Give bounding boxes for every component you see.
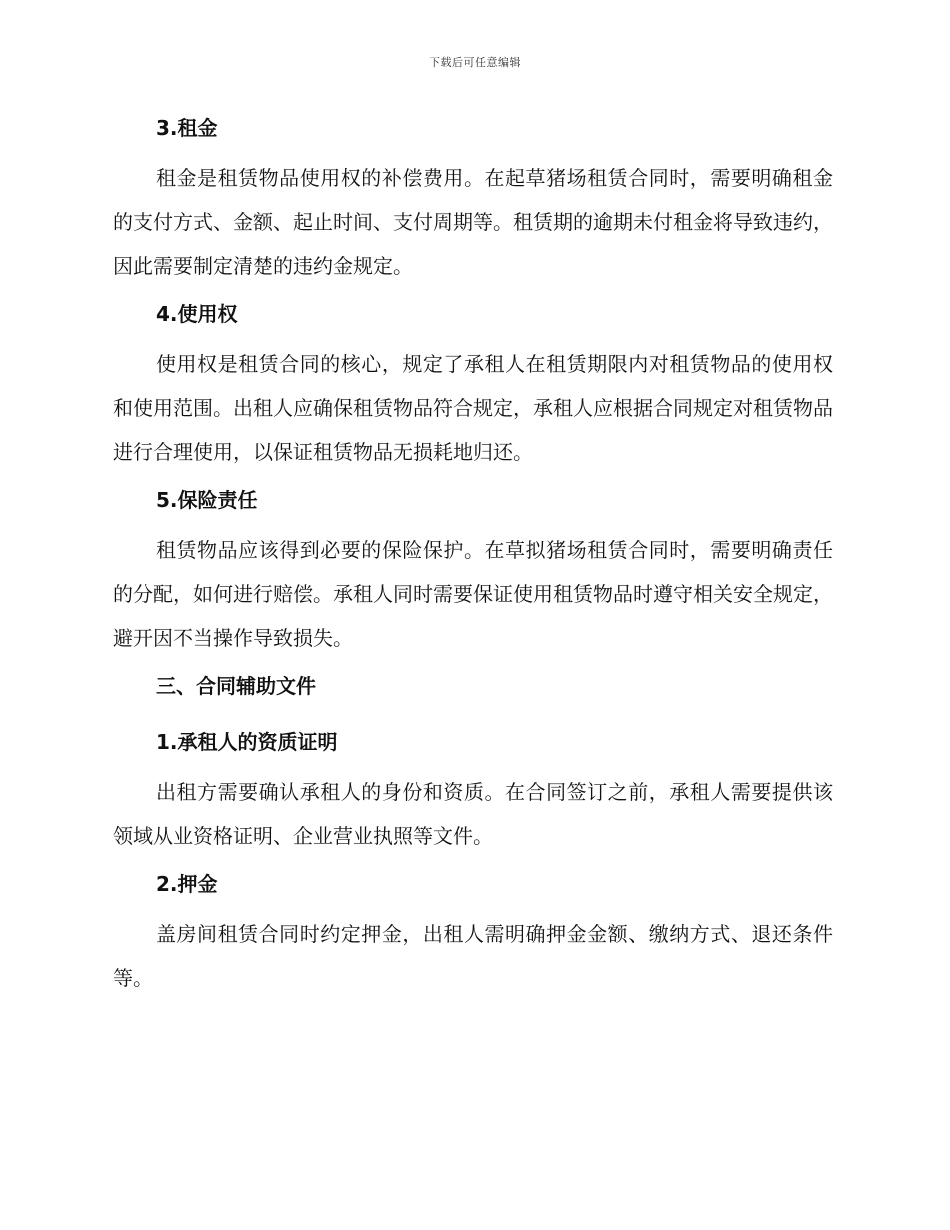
- page-header-note: 下载后可任意编辑: [429, 56, 521, 69]
- section-text-qualification: 出租方需要确认承租人的身份和资质。在合同签订之前，承租人需要提供该领域从业资格证明、企业营业执照等文件。: [113, 780, 833, 848]
- section-text-rent: 租金是租赁物品使用权的补偿费用。在起草猪场租赁合同时，需要明确租金的支付方式、金额、起止时间、支付周期等。租赁期的逾期未付租金将导致违约，因此需要制定清楚的违约金规定。: [113, 166, 833, 278]
- section-text-deposit: 盖房间租赁合同时约定押金，出租人需明确押金金额、缴纳方式、退还条件等。: [113, 922, 833, 990]
- section-text-insurance: 租赁物品应该得到必要的保险保护。在草拟猪场租赁合同时，需要明确责任的分配，如何进行赔偿。承租人同时需要保证使用租赁物品时遵守相关安全规定，避开因不当操作导致损失。: [113, 538, 833, 650]
- document-body: [113, 110, 833, 1000]
- section-heading-insurance: 5.保险责任: [156, 488, 258, 512]
- section-heading-qualification: 1.承租人的资质证明: [156, 730, 338, 754]
- chapter-heading-auxiliary-documents: 三、合同辅助文件: [156, 674, 316, 698]
- section-heading-rent: 3.租金: [156, 116, 218, 140]
- section-text-usage-right: 使用权是租赁合同的核心，规定了承租人在租赁期限内对租赁物品的使用权和使用范围。出租人应确保租赁物品符合规定，承租人应根据合同规定对租赁物品进行合理使用，以保证租赁物品无损耗地归还。: [113, 352, 833, 464]
- section-heading-deposit: 2.押金: [156, 872, 218, 896]
- section-heading-usage-right: 4.使用权: [156, 302, 238, 326]
